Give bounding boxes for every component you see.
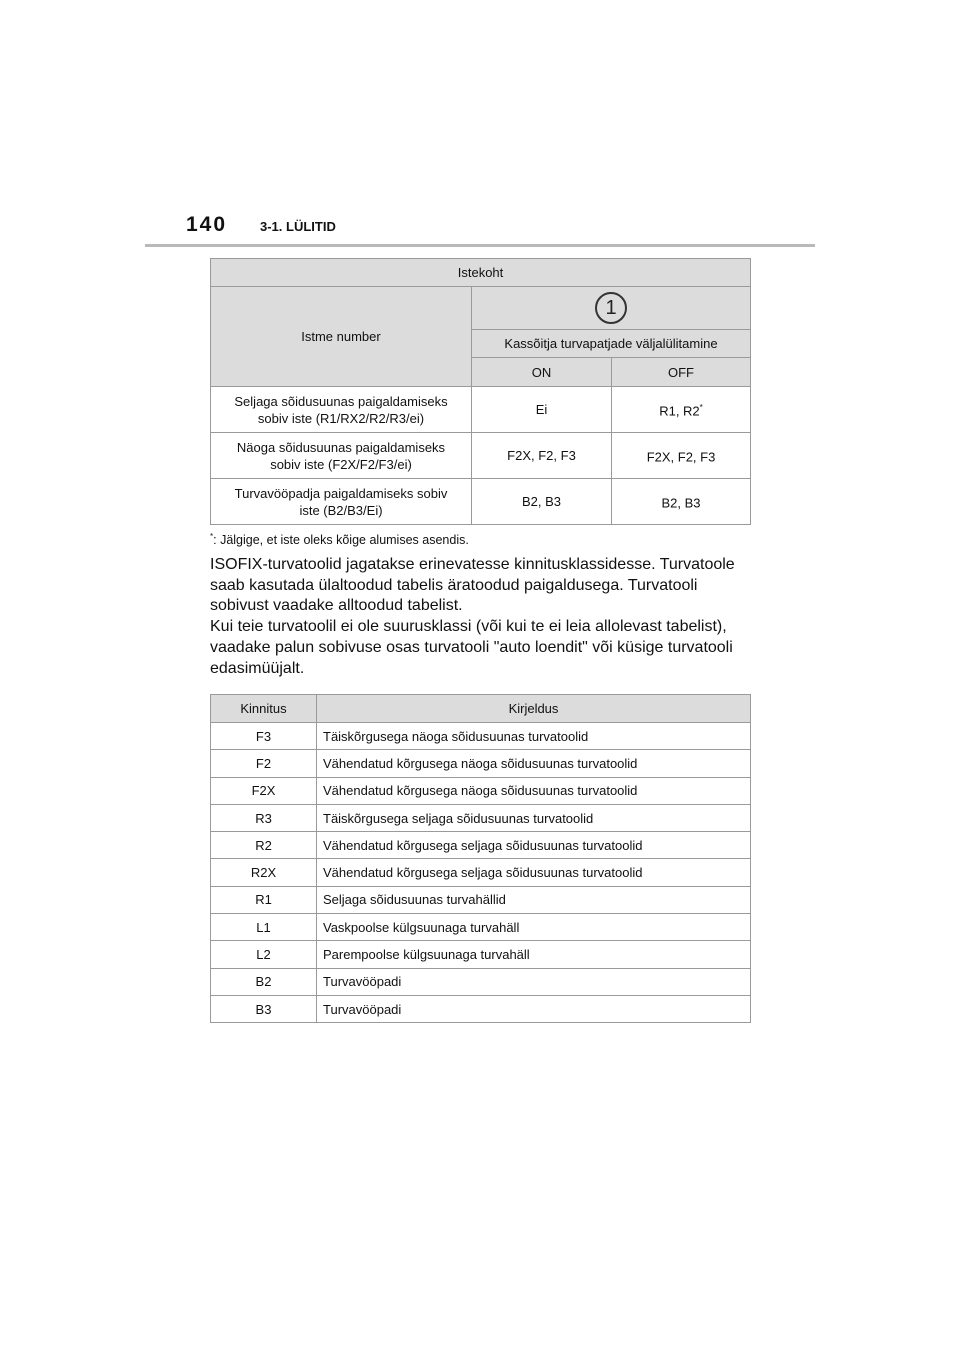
paragraph-line: vaadake palun sobivuse osas turvatooli "auto loendit" või küsige turvatooli <box>210 638 733 656</box>
class-code: R2 <box>211 832 317 859</box>
table-row <box>211 914 751 941</box>
class-description: Turvavööpadi <box>317 995 751 1022</box>
off-value: B2, B3 <box>612 479 751 525</box>
table-row <box>211 387 751 433</box>
table-row <box>211 479 751 525</box>
paragraph-line: sobivust vaadake alltoodud tabelist. <box>210 597 463 615</box>
isofix-class-table <box>210 694 751 1023</box>
class-code: F3 <box>211 723 317 750</box>
table-row <box>211 804 751 831</box>
airbag-deactivation-label: Kassõitja turvapatjade väljalülitamine <box>472 330 751 358</box>
class-code: B2 <box>211 968 317 995</box>
class-description: Vähendatud kõrgusega seljaga sõidusuunas turvatoolid <box>317 859 751 886</box>
header-divider <box>145 244 815 247</box>
footnote-mark: * <box>699 403 703 413</box>
class-description: Täiskõrgusega seljaga sõidusuunas turvatoolid <box>317 804 751 831</box>
footnote-mark: * <box>210 532 214 541</box>
seat-type-label: Turvavööpadja paigaldamiseks sobiv iste (B2/B3/Ei) <box>211 479 472 525</box>
class-description: Vähendatud kõrgusega seljaga sõidusuunas turvatoolid <box>317 832 751 859</box>
table-row <box>211 723 751 750</box>
on-value: F2X, F2, F3 <box>472 433 612 479</box>
class-description: Täiskõrgusega näoga sõidusuunas turvatoolid <box>317 723 751 750</box>
off-value: F2X, F2, F3 <box>612 433 751 479</box>
class-code: R2X <box>211 859 317 886</box>
footnote: *: Jälgige, et iste oleks kõige alumises asendis. <box>210 532 469 548</box>
kinnitus-header: Kinnitus <box>211 695 317 723</box>
table-row <box>211 941 751 968</box>
off-value: R1, R2* <box>612 387 751 433</box>
kirjeldus-header: Kirjeldus <box>317 695 751 723</box>
paragraph-line: Kui teie turvatoolil ei ole suurusklassi (või kui te ei leia allolevast tabelist), <box>210 618 727 636</box>
table-row <box>211 859 751 886</box>
table-row <box>211 886 751 913</box>
class-code: R3 <box>211 804 317 831</box>
class-code: R1 <box>211 886 317 913</box>
table-row <box>211 433 751 479</box>
paragraph-line: ISOFIX-turvatoolid jagatakse erinevatesse kinnitusklassidesse. Turvatoole <box>210 556 735 573</box>
paragraph-line: saab kasutada ülaltoodud tabelis äratoodud paigaldusega. Turvatooli <box>210 576 698 594</box>
class-description: Vähendatud kõrgusega näoga sõidusuunas turvatoolid <box>317 750 751 777</box>
class-description: Vaskpoolse külgsuunaga turvahäll <box>317 914 751 941</box>
section-title: 3-1. LÜLITID <box>260 219 336 234</box>
class-code: L2 <box>211 941 317 968</box>
class-description: Vähendatud kõrgusega näoga sõidusuunas turvatoolid <box>317 777 751 804</box>
seat-table-title: Istekoht <box>211 259 751 287</box>
table-row <box>211 777 751 804</box>
seat-type-label: Seljaga sõidusuunas paigaldamiseks sobiv iste (R1/RX2/R2/R3/ei) <box>211 387 472 433</box>
on-value: B2, B3 <box>472 479 612 525</box>
class-code: F2X <box>211 777 317 804</box>
class-code: B3 <box>211 995 317 1022</box>
seat-number-icon: 1 <box>595 292 627 324</box>
paragraph-line: edasimüüjalt. <box>210 659 305 677</box>
seat-number-label: Istme number <box>211 287 472 387</box>
off-header: OFF <box>612 358 751 387</box>
table-row <box>211 995 751 1022</box>
table-row <box>211 750 751 777</box>
on-value: Ei <box>472 387 612 433</box>
seat-type-label: Näoga sõidusuunas paigaldamiseks sobiv iste (F2X/F2/F3/ei) <box>211 433 472 479</box>
on-header: ON <box>472 358 612 387</box>
page-number: 140 <box>186 213 228 236</box>
table-row <box>211 968 751 995</box>
body-paragraph <box>210 555 770 679</box>
class-code: F2 <box>211 750 317 777</box>
seat-suitability-table <box>210 258 751 525</box>
class-description: Parempoolse külgsuunaga turvahäll <box>317 941 751 968</box>
class-code: L1 <box>211 914 317 941</box>
class-description: Turvavööpadi <box>317 968 751 995</box>
class-description: Seljaga sõidusuunas turvahällid <box>317 886 751 913</box>
seat-position-cell <box>472 287 751 330</box>
table-row <box>211 832 751 859</box>
